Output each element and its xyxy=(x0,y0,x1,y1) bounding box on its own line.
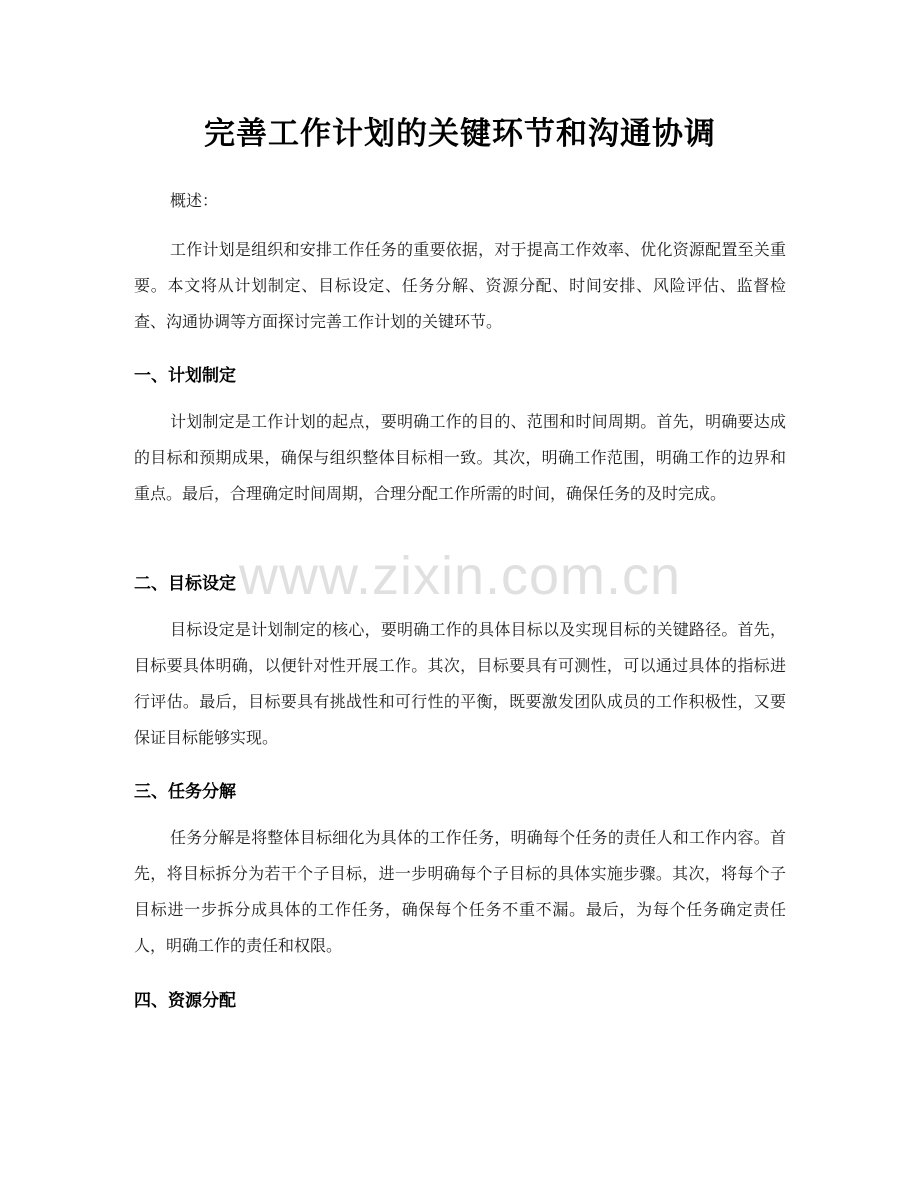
section-heading-plan: 一、计划制定 xyxy=(134,366,236,386)
watermark-text: www.zixin.com.cn xyxy=(238,546,682,606)
section-body-plan: 计划制定是工作计划的起点，要明确工作的目的、范围和时间周期。首先，明确要达成的目标和预期成果，确保与组织整体目标相一致。其次，明确工作范围，明确工作的边界和重点。最后，合理确定时间周期，合理分配工作所需的时间，确保任务的及时完成。 xyxy=(134,412,786,503)
section-heading-goal: 二、目标设定 xyxy=(134,574,236,594)
section-heading-task: 三、任务分解 xyxy=(134,782,236,802)
overview-label: 概述： xyxy=(170,191,219,210)
intro-paragraph: 工作计划是组织和安排工作任务的重要依据，对于提高工作效率、优化资源配置至关重要。本文将从计划制定、目标设定、任务分解、资源分配、时间安排、风险评估、监督检查、沟通协调等方面探讨完善工作计划的关键环节。 xyxy=(134,240,786,331)
document-title: 完善工作计划的关键环节和沟通协调 xyxy=(204,116,716,152)
section-body-task: 任务分解是将整体目标细化为具体的工作任务，明确每个任务的责任人和工作内容。首先，将目标拆分为若干个子目标，进一步明确每个子目标的具体实施步骤。其次，将每个子目标进一步拆分成具体的工作任务，确保每个任务不重不漏。最后，为每个任务确定责任人，明确工作的责任和权限。 xyxy=(134,828,786,955)
section-body-goal: 目标设定是计划制定的核心，要明确工作的具体目标以及实现目标的关键路径。首先，目标要具体明确，以便针对性开展工作。其次，目标要具有可测性，可以通过具体的指标进行评估。最后，目标要具有挑战性和可行性的平衡，既要激发团队成员的工作积极性，又要保证目标能够实现。 xyxy=(134,620,786,747)
section-heading-resource: 四、资源分配 xyxy=(134,991,236,1011)
